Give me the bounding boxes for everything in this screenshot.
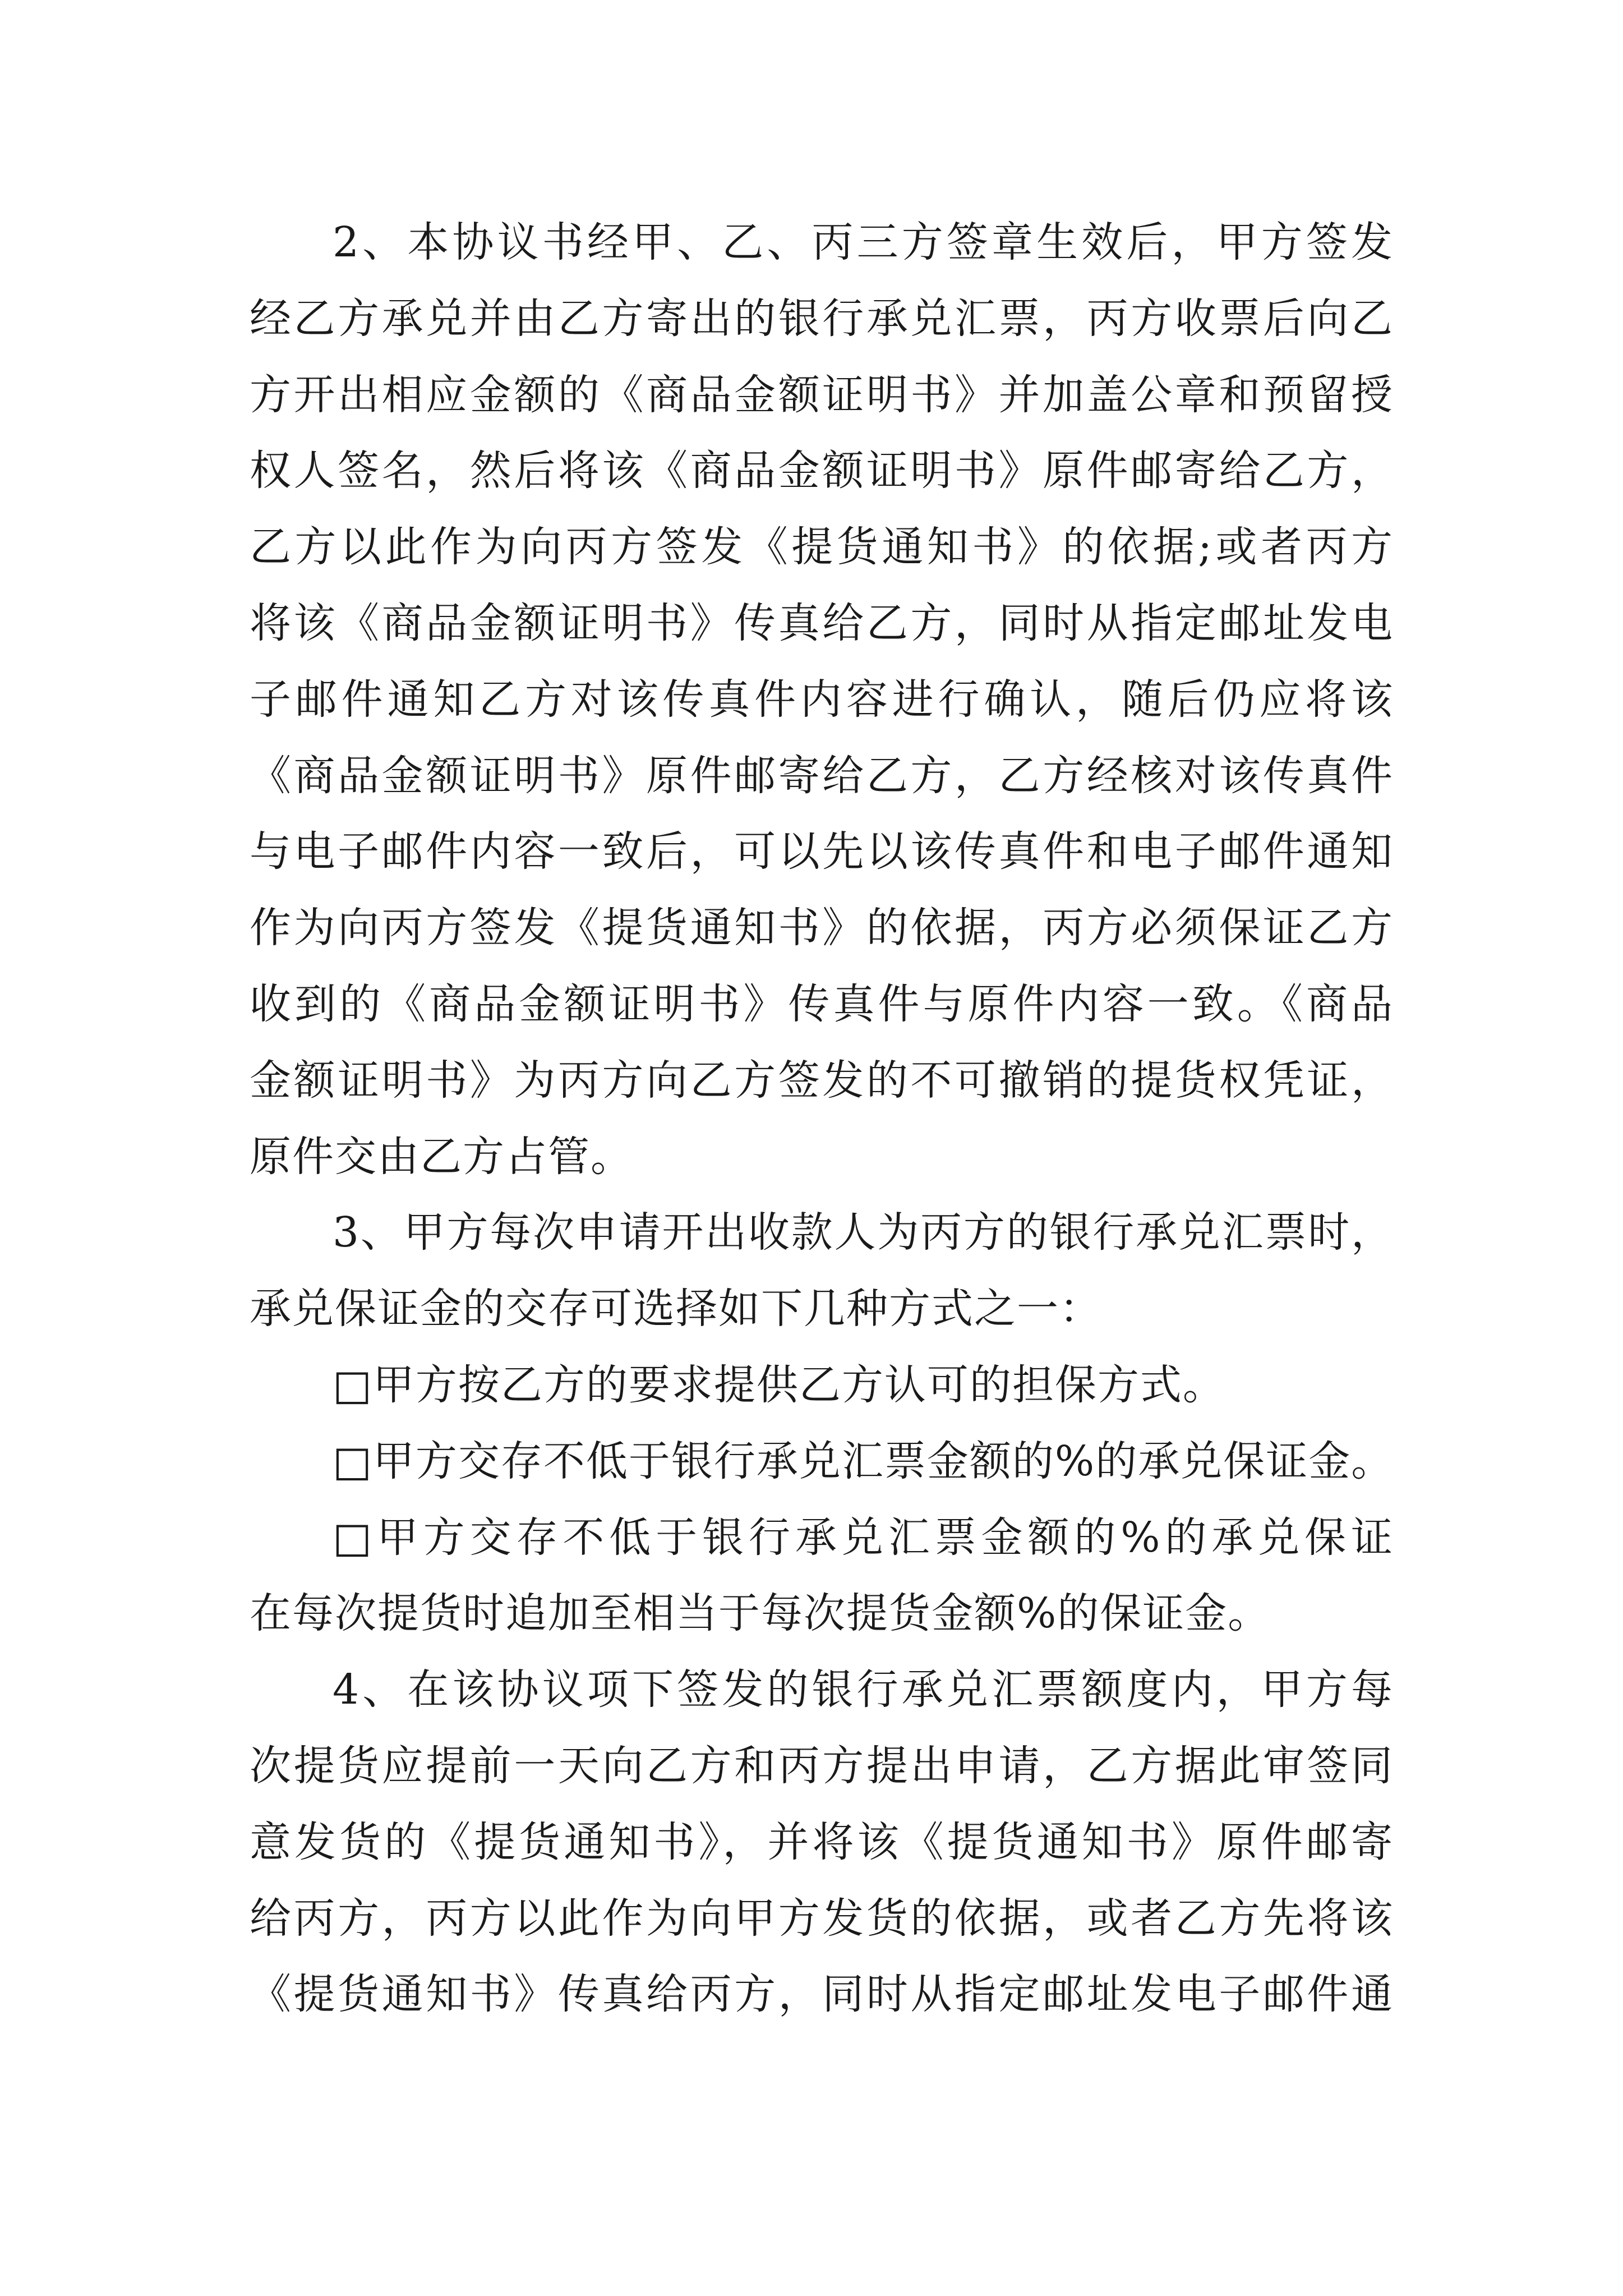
text-line: 给丙方，丙方以此作为向甲方发货的依据，或者乙方先将该	[250, 1894, 1394, 1943]
text-line: 子邮件通知乙方对该传真件内容进行确认，随后仍应将该	[250, 675, 1394, 724]
text-line: 作为向丙方签发《提货通知书》的依据，丙方必须保证乙方	[250, 904, 1394, 953]
text-line: 2、本协议书经甲、乙、丙三方签章生效后，甲方签发	[333, 218, 1394, 266]
text-line: □甲方按乙方的要求提供乙方认可的担保方式。	[333, 1360, 1225, 1409]
text-line: 《提货通知书》传真给丙方，同时从指定邮址发电子邮件通	[250, 1970, 1394, 2019]
text-line: 经乙方承兑并由乙方寄出的银行承兑汇票，丙方收票后向乙	[250, 294, 1394, 343]
text-line: 原件交由乙方占管。	[250, 1132, 633, 1181]
text-line: 在每次提货时追加至相当于每次提货金额%的保证金。	[250, 1589, 1271, 1638]
text-line: □甲方交存不低于银行承兑汇票金额的%的承兑保证金。	[333, 1437, 1394, 1485]
text-line: 方开出相应金额的《商品金额证明书》并加盖公章和预留授	[250, 370, 1394, 419]
text-line: 意发货的《提货通知书》，并将该《提货通知书》原件邮寄	[250, 1818, 1394, 1866]
text-line: 次提货应提前一天向乙方和丙方提出申请，乙方据此审签同	[250, 1741, 1394, 1790]
text-line: 4、在该协议项下签发的银行承兑汇票额度内，甲方每	[333, 1665, 1394, 1714]
document-body	[250, 205, 1394, 2033]
text-line: 与电子邮件内容一致后，可以先以该传真件和电子邮件通知	[250, 827, 1394, 876]
text-line: 承兑保证金的交存可选择如下几种方式之一：	[250, 1285, 1102, 1333]
text-line: 金额证明书》为丙方向乙方签发的不可撤销的提货权凭证，	[250, 1056, 1394, 1105]
text-line: □甲方交存不低于银行承兑汇票金额的%的承兑保证	[333, 1513, 1394, 1562]
text-line: 将该《商品金额证明书》传真给乙方，同时从指定邮址发电	[250, 599, 1394, 647]
text-line: 《商品金额证明书》原件邮寄给乙方，乙方经核对该传真件	[250, 751, 1394, 800]
text-line: 乙方以此作为向丙方签发《提货通知书》的依据;或者丙方	[250, 523, 1394, 572]
text-line: 3、甲方每次申请开出收款人为丙方的银行承兑汇票时，	[333, 1208, 1394, 1257]
text-line: 收到的《商品金额证明书》传真件与原件内容一致。《商品	[250, 979, 1394, 1028]
text-line: 权人签名，然后将该《商品金额证明书》原件邮寄给乙方，	[250, 447, 1394, 495]
